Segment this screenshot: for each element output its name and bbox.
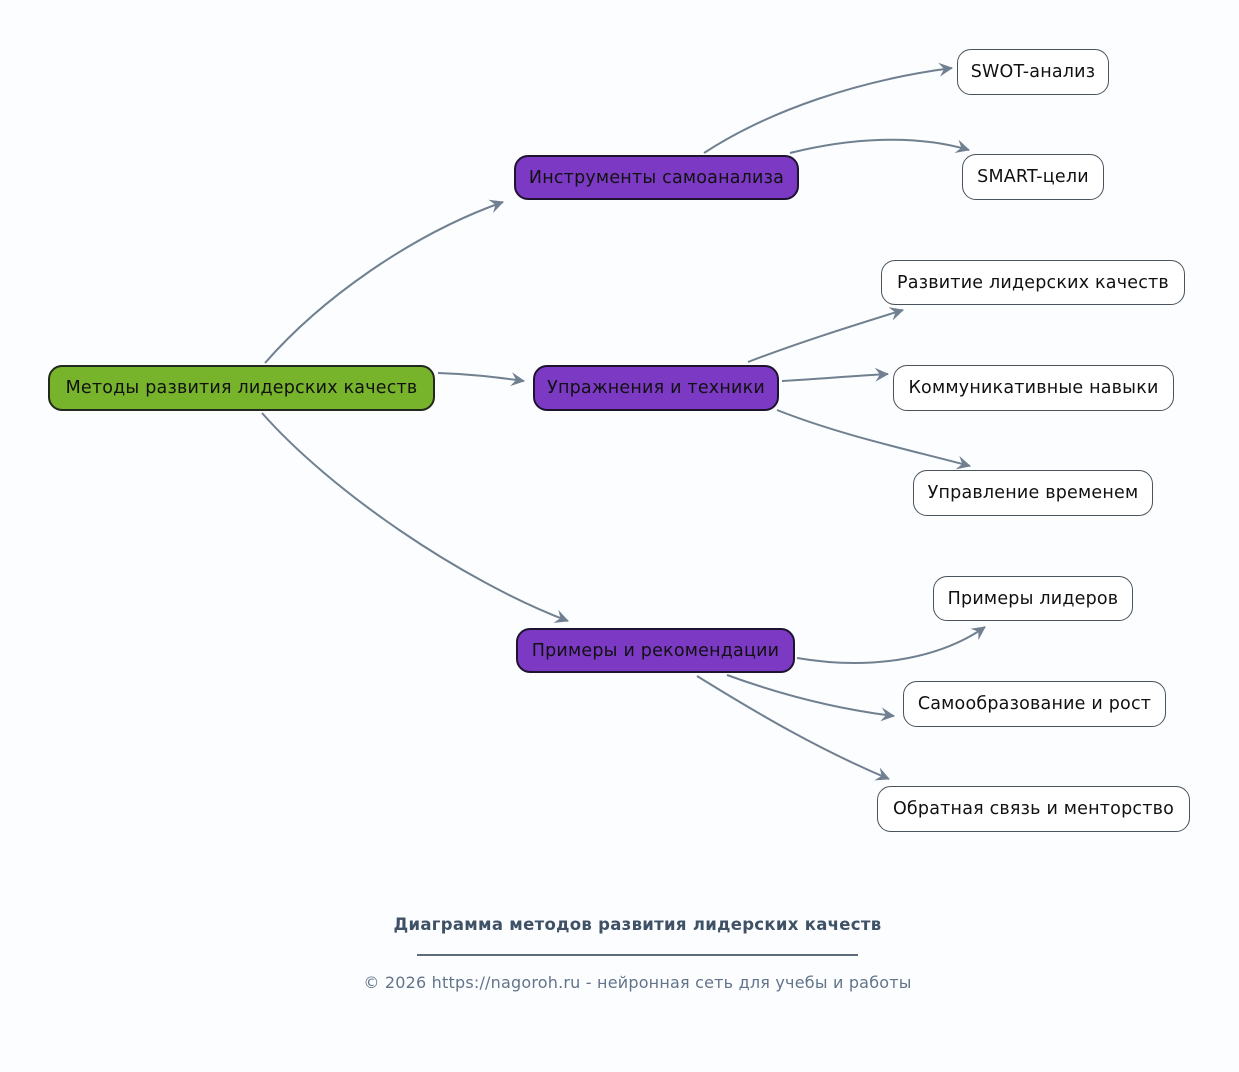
edge-examples-to-feedback xyxy=(697,676,889,779)
copyright-text: © 2026 https://nagoroh.ru - нейронная сеть для учебы и работы xyxy=(363,973,912,992)
node-leaf-time-management: Управление временем xyxy=(913,470,1153,516)
node-leaf-leadership-development: Развитие лидерских качеств xyxy=(881,260,1185,305)
node-leaf-smart-goals: SMART-цели xyxy=(962,154,1104,200)
diagram-caption: Диаграмма методов развития лидерских качеств xyxy=(393,915,882,934)
node-root-methods: Методы развития лидерских качеств xyxy=(48,365,435,411)
edge-exercises-to-development xyxy=(748,310,903,362)
edge-exercises-to-time xyxy=(777,410,970,466)
node-leaf-leader-examples: Примеры лидеров xyxy=(933,576,1133,621)
node-branch-exercises-techniques: Упражнения и техники xyxy=(533,365,779,411)
edge-exercises-to-communication xyxy=(782,374,888,381)
edge-tools-to-smart xyxy=(790,140,969,153)
node-leaf-communication-skills: Коммуникативные навыки xyxy=(893,365,1174,411)
edge-root-to-exercises xyxy=(438,373,524,381)
node-leaf-feedback-mentoring: Обратная связь и менторство xyxy=(877,786,1190,832)
edge-root-to-tools xyxy=(265,202,503,363)
footer-divider xyxy=(417,954,858,956)
node-branch-self-analysis-tools: Инструменты самоанализа xyxy=(514,155,799,200)
edge-root-to-examples xyxy=(262,413,568,621)
footer xyxy=(18,915,1239,992)
node-branch-examples-recommendations: Примеры и рекомендации xyxy=(516,628,795,673)
edge-examples-to-leaders xyxy=(797,627,985,663)
node-leaf-self-education-growth: Самообразование и рост xyxy=(903,681,1166,727)
node-leaf-swot-analysis: SWOT-анализ xyxy=(957,49,1109,95)
